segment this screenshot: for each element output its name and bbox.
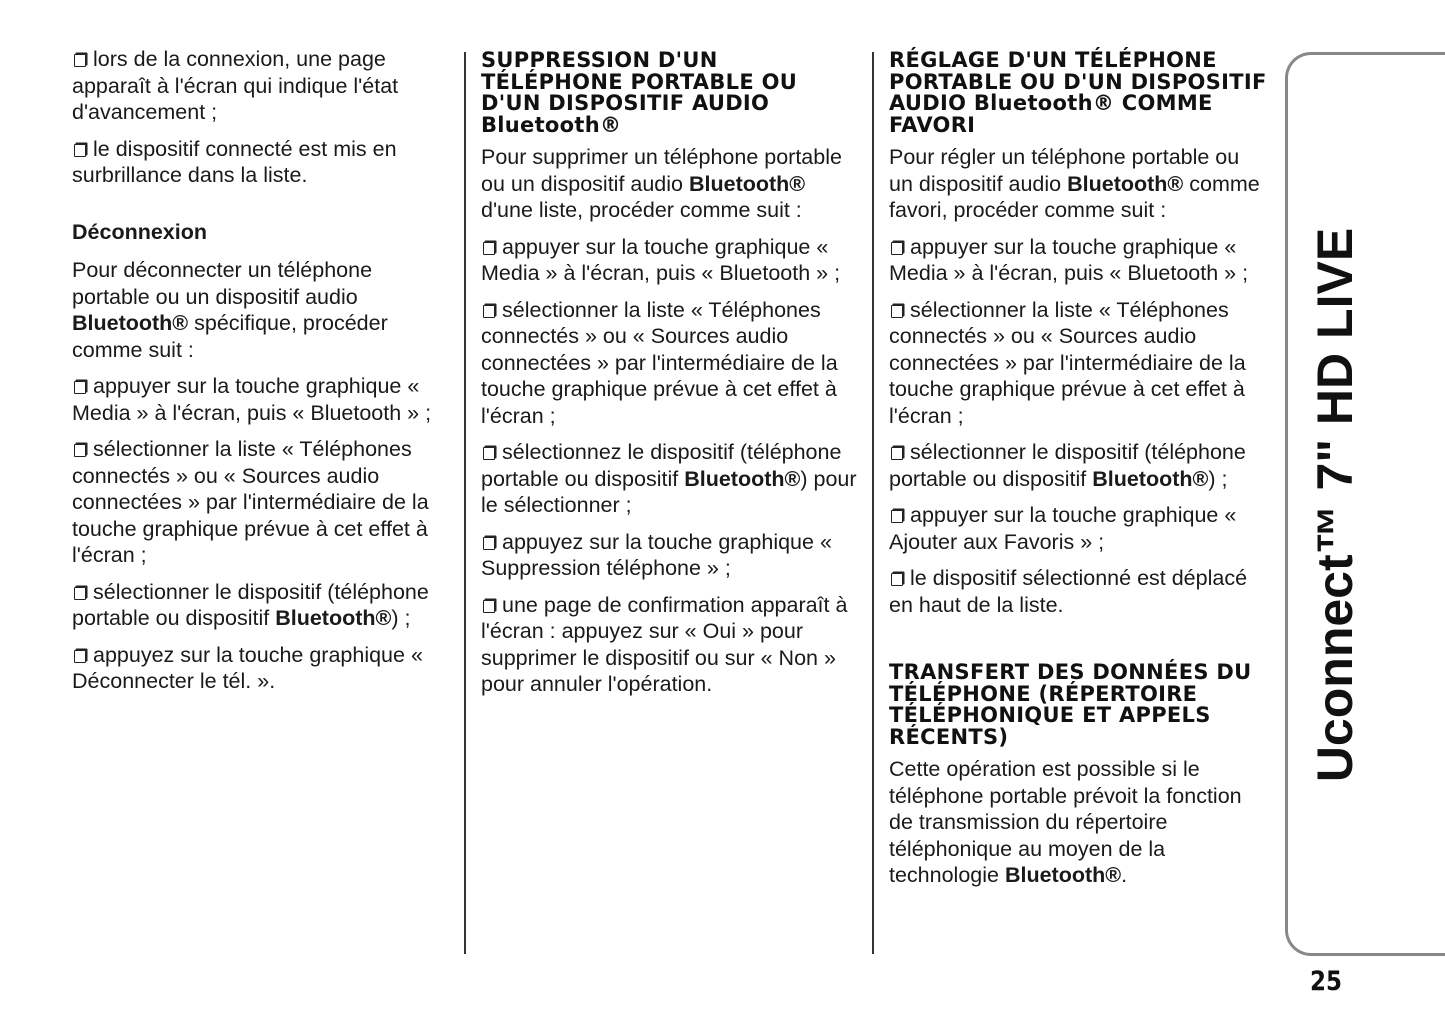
page-number: 25 bbox=[1310, 966, 1342, 997]
bullet-item: sélectionner le dispositif (téléphone portable ou dispositif Bluetooth®) ; bbox=[889, 440, 1246, 491]
column-divider bbox=[464, 52, 466, 954]
checkbox-bullet-icon bbox=[74, 587, 86, 600]
bullet-item: lors de la connexion, une page apparaît à l'écran qui indique l'état d'avancement ; bbox=[72, 47, 399, 124]
bullet-item: appuyer sur la touche graphique « Media » à l'écran, puis « Bluetooth » ; bbox=[889, 234, 1249, 285]
bullet-item: sélectionner le dispositif (téléphone portable ou dispositif Bluetooth®) ; bbox=[72, 579, 429, 630]
bullet-item: sélectionner la liste « Téléphones connectés » ou « Sources audio connectées » par l'intermédiaire de la touche graphique prévue à cet effet à l'écran ; bbox=[72, 437, 429, 567]
bullet-item: sélectionner la liste « Téléphones connectés » ou « Sources audio connectées » par l'intermédiaire de la touche graphique prévue à cet effet à l'écran ; bbox=[481, 297, 838, 428]
chapter-tab-title: Uconnect™ 7" HD LIVE bbox=[1307, 227, 1363, 783]
checkbox-bullet-icon bbox=[74, 444, 86, 457]
checkbox-bullet-icon bbox=[483, 537, 495, 550]
paragraph: Pour déconnecter un téléphone portable ou un dispositif audio Bluetooth® spécifique, procéder comme suit : bbox=[72, 258, 388, 362]
checkbox-bullet-icon bbox=[483, 447, 495, 460]
bullet-item: sélectionner la liste « Téléphones connectés » ou « Sources audio connectées » par l'intermédiaire de la touche graphique prévue à cet effet à l'écran ; bbox=[889, 297, 1246, 428]
checkbox-bullet-icon bbox=[891, 573, 903, 586]
checkbox-bullet-icon bbox=[483, 242, 495, 255]
bullet-item: appuyer sur la touche graphique « Media » à l'écran, puis « Bluetooth » ; bbox=[481, 234, 841, 285]
checkbox-bullet-icon bbox=[483, 600, 495, 613]
bullet-item: le dispositif connecté est mis en surbrillance dans la liste. bbox=[72, 136, 397, 187]
bullet-item: appuyer sur la touche graphique « Ajouter aux Favoris » ; bbox=[889, 503, 1237, 554]
bullet-item: sélectionnez le dispositif (téléphone portable ou dispositif Bluetooth®) pour le sélectionner ; bbox=[481, 440, 857, 517]
section-heading: TRANSFERT DES DONNÉES DU TÉLÉPHONE (RÉPERTOIRE TÉLÉPHONIQUE ET APPELS RÉCENTS) bbox=[889, 660, 1252, 749]
checkbox-bullet-icon bbox=[891, 242, 903, 255]
column-divider bbox=[872, 52, 874, 954]
column-1 bbox=[72, 46, 444, 705]
checkbox-bullet-icon bbox=[74, 381, 86, 394]
checkbox-bullet-icon bbox=[891, 447, 903, 460]
checkbox-bullet-icon bbox=[74, 54, 86, 67]
section-heading: SUPPRESSION D'UN TÉLÉPHONE PORTABLE OU D'UN DISPOSITIF AUDIO Bluetooth® bbox=[481, 48, 798, 137]
bullet-item: appuyer sur la touche graphique « Media » à l'écran, puis « Bluetooth » ; bbox=[72, 374, 432, 425]
checkbox-bullet-icon bbox=[74, 650, 86, 663]
section-heading: RÉGLAGE D'UN TÉLÉPHONE PORTABLE OU D'UN DISPOSITIF AUDIO Bluetooth® COMME FAVORI bbox=[889, 48, 1267, 137]
checkbox-bullet-icon bbox=[483, 305, 495, 318]
column-3 bbox=[889, 46, 1269, 899]
paragraph: Pour régler un téléphone portable ou un dispositif audio Bluetooth® comme favori, procéder comme suit : bbox=[889, 145, 1260, 222]
column-2 bbox=[481, 46, 859, 708]
paragraph: Pour supprimer un téléphone portable ou un dispositif audio Bluetooth® d'une liste, procéder comme suit : bbox=[481, 145, 842, 222]
checkbox-bullet-icon bbox=[891, 305, 903, 318]
bullet-item: une page de confirmation apparaît à l'écran : appuyez sur « Oui » pour supprimer le dispositif ou sur « Non » pour annuler l'opération. bbox=[481, 592, 848, 696]
bullet-item: appuyez sur la touche graphique « Déconnecter le tél. ». bbox=[72, 642, 423, 693]
bullet-item: le dispositif sélectionné est déplacé en haut de la liste. bbox=[889, 566, 1248, 617]
subheading-deconnexion: Déconnexion bbox=[72, 219, 207, 244]
checkbox-bullet-icon bbox=[74, 144, 86, 157]
bullet-item: appuyez sur la touche graphique « Suppression téléphone » ; bbox=[481, 529, 832, 580]
checkbox-bullet-icon bbox=[891, 510, 903, 523]
paragraph: Cette opération est possible si le téléphone portable prévoit la fonction de transmission du répertoire téléphonique au moyen de la technologie Bluetooth®. bbox=[889, 757, 1242, 887]
